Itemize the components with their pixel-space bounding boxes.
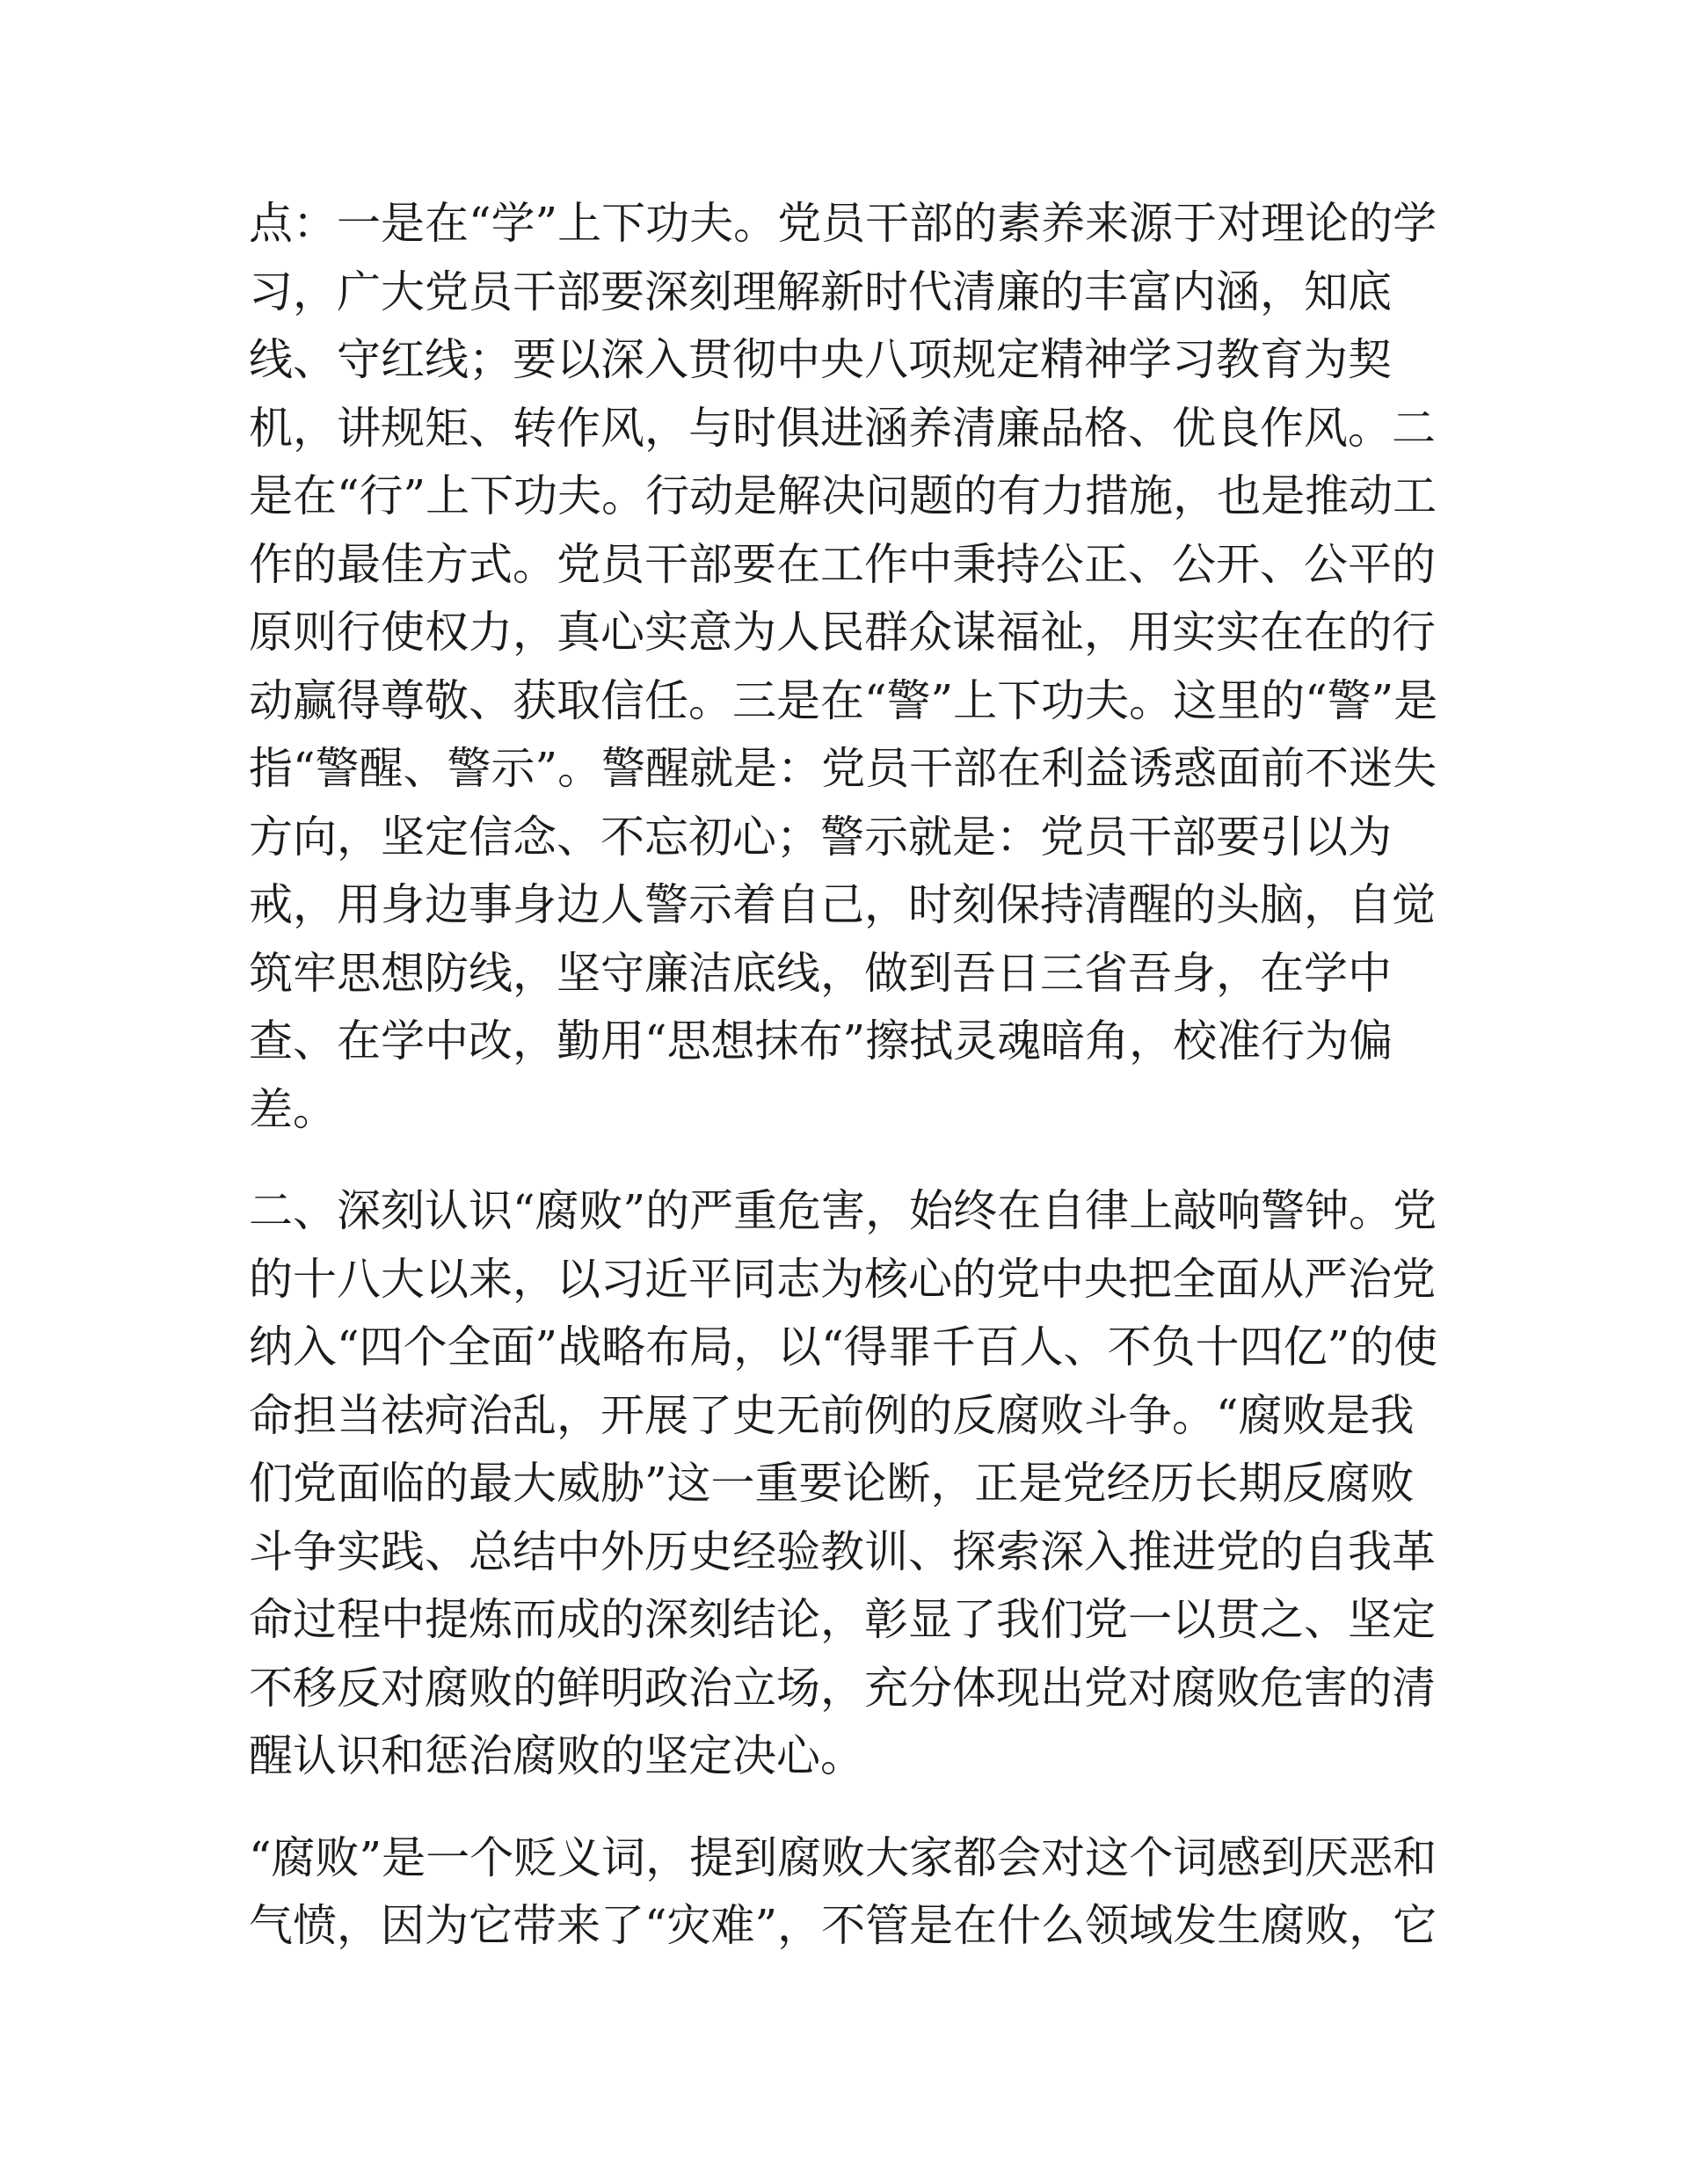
paragraph-corruption-harm bbox=[249, 1177, 1436, 1791]
text-line: 方向，坚定信念、不忘初心；警示就是：党员干部要引以为 bbox=[249, 811, 1392, 863]
text-line: 气愤，因为它带来了“灾难”，不管是在什么领域发生腐败，它 bbox=[249, 1900, 1437, 1951]
text-line: 机，讲规矩、转作风，与时俱进涵养清廉品格、优良作风。二 bbox=[249, 402, 1436, 454]
text-line: 命过程中提炼而成的深刻结论，彰显了我们党一以贯之、坚定 bbox=[249, 1594, 1436, 1645]
text-line: “腐败”是一个贬义词，提到腐败大家都会对这个词感到厌恶和 bbox=[249, 1831, 1437, 1883]
text-line: 差。 bbox=[249, 1083, 337, 1135]
text-line: 原则行使权力，真心实意为人民群众谋福祉，用实实在在的行 bbox=[249, 607, 1436, 658]
text-line: 斗争实践、总结中外历史经验教训、探索深入推进党的自我革 bbox=[249, 1525, 1436, 1577]
text-line: 二、深刻认识“腐败”的严重危害，始终在自律上敲响警钟。党 bbox=[249, 1185, 1437, 1236]
text-line: 作的最佳方式。党员干部要在工作中秉持公正、公开、公平的 bbox=[249, 538, 1436, 590]
paragraph-spacer bbox=[249, 1144, 1436, 1177]
text-line: 命担当祛疴治乱，开展了史无前例的反腐败斗争。“腐败是我 bbox=[249, 1389, 1415, 1441]
text-line: 的十八大以来，以习近平同志为核心的党中央把全面从严治党 bbox=[249, 1253, 1436, 1305]
paragraph-corruption-definition bbox=[249, 1824, 1436, 1961]
text-line: 指“警醒、警示”。警醒就是：党员干部在利益诱惑面前不迷失 bbox=[249, 743, 1437, 794]
text-line: 筑牢思想防线，坚守廉洁底线，做到吾日三省吾身，在学中 bbox=[249, 947, 1392, 999]
body-text bbox=[249, 190, 1436, 1961]
text-line: 动赢得尊敬、获取信任。三是在“警”上下功夫。这里的“警”是 bbox=[249, 674, 1438, 726]
text-line: 纳入“四个全面”战略布局，以“得罪千百人、不负十四亿”的使 bbox=[249, 1321, 1438, 1372]
text-line: 们党面临的最大威胁”这一重要论断，正是党经历长期反腐败 bbox=[249, 1458, 1415, 1509]
paragraph-spacer bbox=[249, 1791, 1436, 1824]
text-line: 点：一是在“学”上下功夫。党员干部的素养来源于对理论的学 bbox=[249, 198, 1437, 249]
text-line: 线、守红线；要以深入贯彻中央八项规定精神学习教育为契 bbox=[249, 334, 1392, 385]
text-line: 是在“行”上下功夫。行动是解决问题的有力措施，也是推动工 bbox=[249, 470, 1437, 521]
text-line: 不移反对腐败的鲜明政治立场，充分体现出党对腐败危害的清 bbox=[249, 1662, 1436, 1714]
text-line: 习，广大党员干部要深刻理解新时代清廉的丰富内涵，知底 bbox=[249, 266, 1392, 317]
paragraph-study-practice-alert bbox=[249, 190, 1436, 1144]
text-line: 查、在学中改，勤用“思想抹布”擦拭灵魂暗角，校准行为偏 bbox=[249, 1016, 1393, 1067]
text-line: 戒，用身边事身边人警示着自己，时刻保持清醒的头脑，自觉 bbox=[249, 879, 1436, 930]
text-line: 醒认识和惩治腐败的坚定决心。 bbox=[249, 1730, 864, 1781]
